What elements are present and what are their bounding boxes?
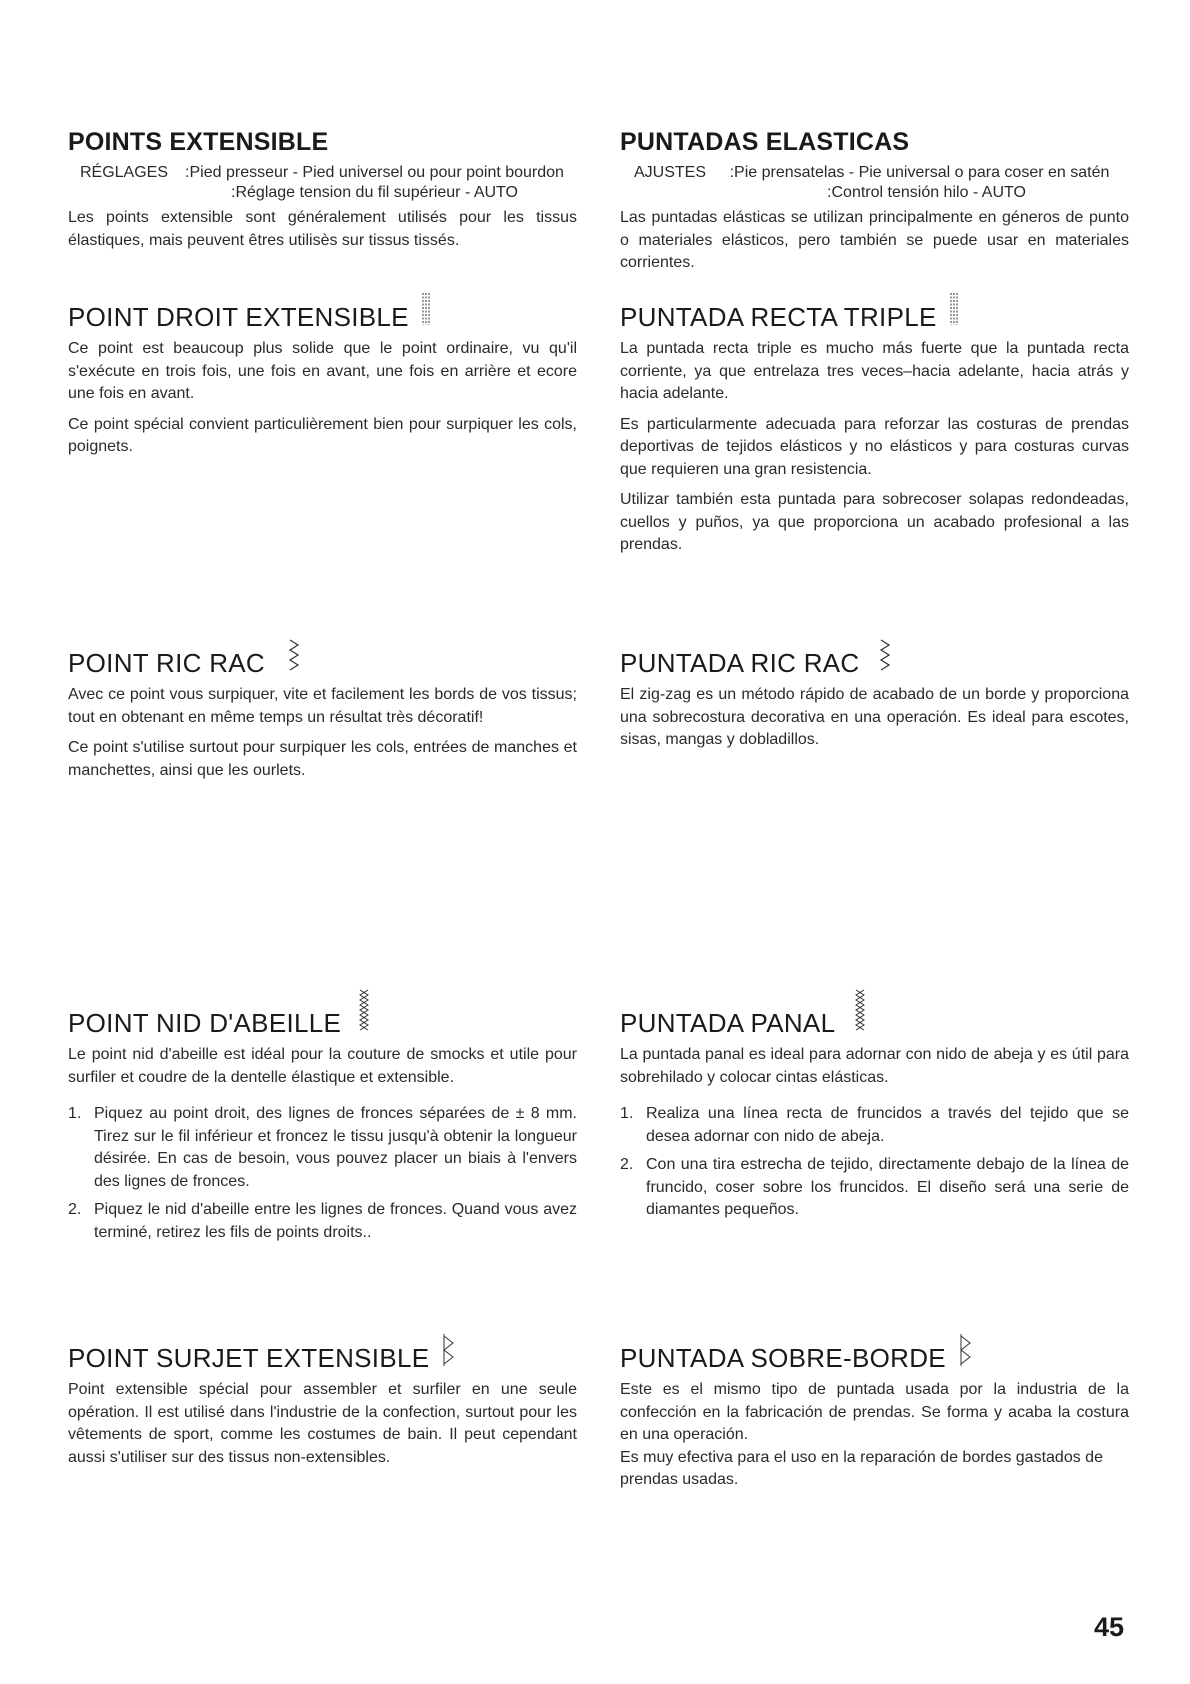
section-honeycomb — [620, 988, 1129, 1228]
section-ric-rac — [68, 638, 577, 790]
settings-label: RÉGLAGES — [79, 164, 168, 181]
section-heading — [620, 988, 1129, 1038]
heading-text: POINT DROIT EXTENSIBLE — [68, 302, 409, 332]
section-stretch-stitches — [68, 128, 577, 260]
section-heading — [68, 638, 577, 678]
overedge-stitch-icon — [958, 1333, 972, 1373]
paragraph: La puntada recta triple es mucho más fuerte que la puntada recta corriente, ya que entrelaza tres veces–hacia adelante, hacia atrás y hacia adelante. — [620, 340, 1129, 402]
paragraph: Es particularmente adecuada para reforzar las costuras de prendas deportivas de tejidos elásticos y no elásticos y para costuras curvas que requieren una gran resistencia. — [620, 415, 1129, 478]
heading-text: PUNTADA RECTA TRIPLE — [620, 302, 937, 332]
section-triple-straight — [68, 292, 577, 467]
paragraph: Este es el mismo tipo de puntada usada por la industria de la confección en la fabricación de prendas. Se forma y acaba la costura en una operación. — [620, 1381, 1129, 1443]
list-number: 1. — [68, 1105, 82, 1122]
section-body: Les points extensible sont généralement utilisés pour les tissus élastiques, mais peuvent êtres utilisès sur tissus tissés. — [68, 209, 577, 249]
paragraph: Avec ce point vous surpiquer, vite et facilement les bords de vos tissus; tout en obtenant en même temps un résultat très décoratif! — [68, 686, 577, 726]
section-overedge — [620, 1333, 1129, 1500]
heading-text: POINT RIC RAC — [68, 648, 265, 678]
paragraph: Ce point est beaucoup plus solide que le point ordinaire, vu qu'il s'exécute en trois fois, une fois en avant, une fois en arrière et ecore une fois en avant. — [68, 340, 577, 402]
section-ric-rac — [620, 638, 1129, 760]
steps-list — [620, 1103, 1129, 1222]
triple-straight-stitch-icon — [949, 292, 959, 332]
ric-rac-stitch-icon — [878, 638, 892, 678]
list-text: Realiza una línea recta de fruncidos a través del tejido que se desea adornar con nido de abeja. — [646, 1105, 1129, 1145]
section-heading — [620, 638, 1129, 678]
paragraph: Ce point s'utilise surtout pour surpiquer les cols, entrées de manches et manchettes, ainsi que les ourlets. — [68, 739, 577, 779]
paragraph: Ce point spécial convient particulièrement bien pour surpiquer les cols, poignets. — [68, 415, 577, 455]
honeycomb-stitch-icon — [357, 988, 371, 1038]
settings-presser-foot: :Pied presseur - Pied universel ou pour point bourdon — [185, 164, 564, 181]
section-overedge — [68, 1333, 577, 1477]
list-text: Piquez au point droit, des lignes de fronces séparées de ± 8 mm. Tirez sur le fil inférieur et froncez le tissu jusqu'à obtenir la longueur désirée. En cas de besoin, vous pouvez placer un biais à l'envers des lignes de fronces. — [94, 1105, 577, 1190]
section-heading — [620, 1333, 1129, 1373]
list-item — [620, 1103, 1129, 1148]
section-title: PUNTADAS ELASTICAS — [620, 128, 910, 156]
list-text: Piquez le nid d'abeille entre les lignes de fronces. Quand vous avez terminé, retirez les fils de points droits.. — [94, 1201, 577, 1241]
paragraph: Point extensible spécial pour assembler et surfiler en une seule opération. Il est utilisé dans l'industrie de la confection, surtout pour les vêtements de sport, comme les costumes de bain. Il peut cependant aussi s'utiliser sur des tissus non-extensibles. — [68, 1381, 577, 1466]
ric-rac-stitch-icon — [287, 638, 301, 678]
paragraph: Le point nid d'abeille est idéal pour la couture de smocks et utile pour surfiler et coudre de la dentelle élastique et extensible. — [68, 1046, 577, 1086]
heading-text: PUNTADA PANAL — [620, 1008, 836, 1038]
list-item — [620, 1154, 1129, 1222]
list-item — [68, 1103, 577, 1193]
settings-label: AJUSTES — [633, 164, 706, 181]
list-text: Con una tira estrecha de tejido, directamente debajo de la línea de fruncido, coser sobre los fruncidos. El diseño será una serie de diamantes pequeños. — [646, 1156, 1129, 1218]
list-number: 1. — [620, 1105, 634, 1122]
honeycomb-stitch-icon — [853, 988, 867, 1038]
paragraph: El zig-zag es un método rápido de acabado de un borde y proporciona una sobrecostura decorativa en una operación. Es ideal para escotes, sisas, mangas y dobladillos. — [620, 686, 1129, 748]
settings-thread-tension: :Control tensión hilo - AUTO — [827, 184, 1026, 201]
settings-block — [68, 163, 577, 203]
settings-block — [620, 163, 1129, 203]
steps-list — [68, 1103, 577, 1244]
list-number: 2. — [68, 1201, 82, 1218]
list-item — [68, 1199, 577, 1244]
page-number: 45 — [1094, 1612, 1125, 1642]
section-title: POINTS EXTENSIBLE — [68, 128, 329, 156]
heading-text: PUNTADA RIC RAC — [620, 648, 860, 678]
triple-straight-stitch-icon — [421, 292, 431, 332]
section-heading — [68, 292, 577, 332]
section-heading — [68, 988, 577, 1038]
list-number: 2. — [620, 1156, 634, 1173]
section-honeycomb — [68, 988, 577, 1250]
section-heading — [68, 1333, 577, 1373]
paragraph: La puntada panal es ideal para adornar con nido de abeja y es útil para sobrehilado y colocar cintas elásticas. — [620, 1046, 1129, 1086]
section-body: Las puntadas elásticas se utilizan principalmente en géneros de punto o materiales elásticos, pero también se puede usar en materiales corrientes. — [620, 209, 1129, 271]
overedge-stitch-icon — [441, 1333, 455, 1373]
section-heading — [620, 292, 1129, 332]
settings-presser-foot: :Pie prensatelas - Pie universal o para coser en satén — [729, 164, 1110, 181]
settings-thread-tension: :Réglage tension du fil supérieur - AUTO — [231, 184, 518, 201]
paragraph: Es muy efectiva para el uso en la reparación de bordes gastados de prendas usadas. — [620, 1448, 1103, 1488]
section-stretch-stitches — [620, 128, 1129, 283]
heading-text: POINT NID D'ABEILLE — [68, 1008, 342, 1038]
section-triple-straight — [620, 292, 1129, 565]
heading-text: PUNTADA SOBRE-BORDE — [620, 1343, 946, 1373]
heading-text: POINT SURJET EXTENSIBLE — [68, 1343, 430, 1373]
paragraph: Utilizar también esta puntada para sobrecoser solapas redondeadas, cuellos y puños, ya que proporciona un acabado profesional a las prendas. — [620, 491, 1129, 553]
